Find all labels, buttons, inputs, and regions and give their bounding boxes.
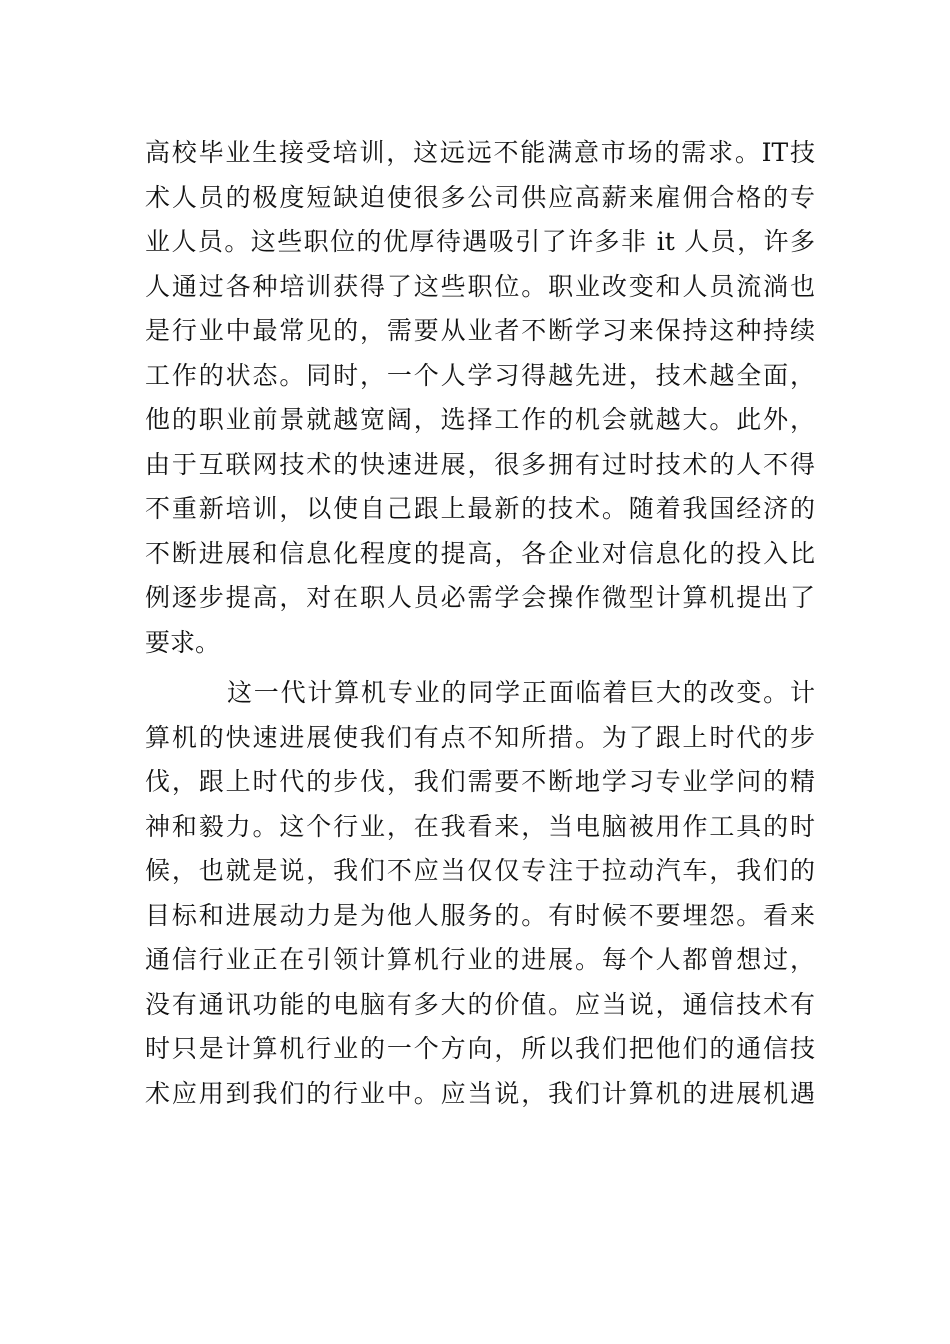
text-line: 算机的快速进展使我们有点不知所措。为了跟上时代的步 (145, 722, 815, 752)
text-line: 业人员。这些职位的优厚待遇吸引了许多非 it 人员，许多 (145, 227, 815, 256)
text-line: 这一代计算机专业的同学正面临着巨大的改变。计 (227, 678, 815, 707)
paragraph-1 (145, 131, 815, 665)
text-line: 术应用到我们的行业中。应当说，我们计算机的进展机遇 (145, 1078, 815, 1108)
text-line: 高校毕业生接受培训，这远远不能满意市场的需求。IT技 (145, 138, 815, 167)
text-line: 工作的状态。同时，一个人学习得越先进，技术越全面， (145, 360, 815, 390)
text-line: 候，也就是说，我们不应当仅仅专注于拉动汽车，我们的 (145, 856, 815, 885)
text-line: 时只是计算机行业的一个方向，所以我们把他们的通信技 (145, 1034, 815, 1063)
text-line: 要求。 (145, 627, 221, 657)
text-line: 由于互联网技术的快速进展，很多拥有过时技术的人不得 (145, 449, 815, 479)
paragraph-2 (145, 671, 815, 1116)
text-line: 没有通讯功能的电脑有多大的价值。应当说，通信技术有 (145, 989, 815, 1019)
text-line: 伐，跟上时代的步伐，我们需要不断地学习专业学问的精 (145, 767, 815, 796)
text-line: 不重新培训，以使自己跟上最新的技术。随着我国经济的 (145, 494, 815, 523)
text-line: 术人员的极度短缺迫使很多公司供应高薪来雇佣合格的专 (145, 182, 815, 212)
text-line: 是行业中最常见的，需要从业者不断学习来保持这种持续 (145, 316, 815, 345)
text-line: 通信行业正在引领计算机行业的进展。每个人都曾想过， (145, 945, 815, 974)
body-text (145, 131, 815, 1116)
text-line: 人通过各种培训获得了这些职位。职业改变和人员流淌也 (145, 271, 815, 301)
text-line: 不断进展和信息化程度的提高，各企业对信息化的投入比 (145, 538, 815, 568)
text-line: 他的职业前景就越宽阔，选择工作的机会就越大。此外， (145, 405, 815, 434)
text-line: 神和毅力。这个行业，在我看来，当电脑被用作工具的时 (145, 811, 815, 841)
text-line: 例逐步提高，对在职人员必需学会操作微型计算机提出了 (145, 583, 815, 612)
text-line: 目标和进展动力是为他人服务的。有时候不要埋怨。看来 (145, 900, 815, 930)
